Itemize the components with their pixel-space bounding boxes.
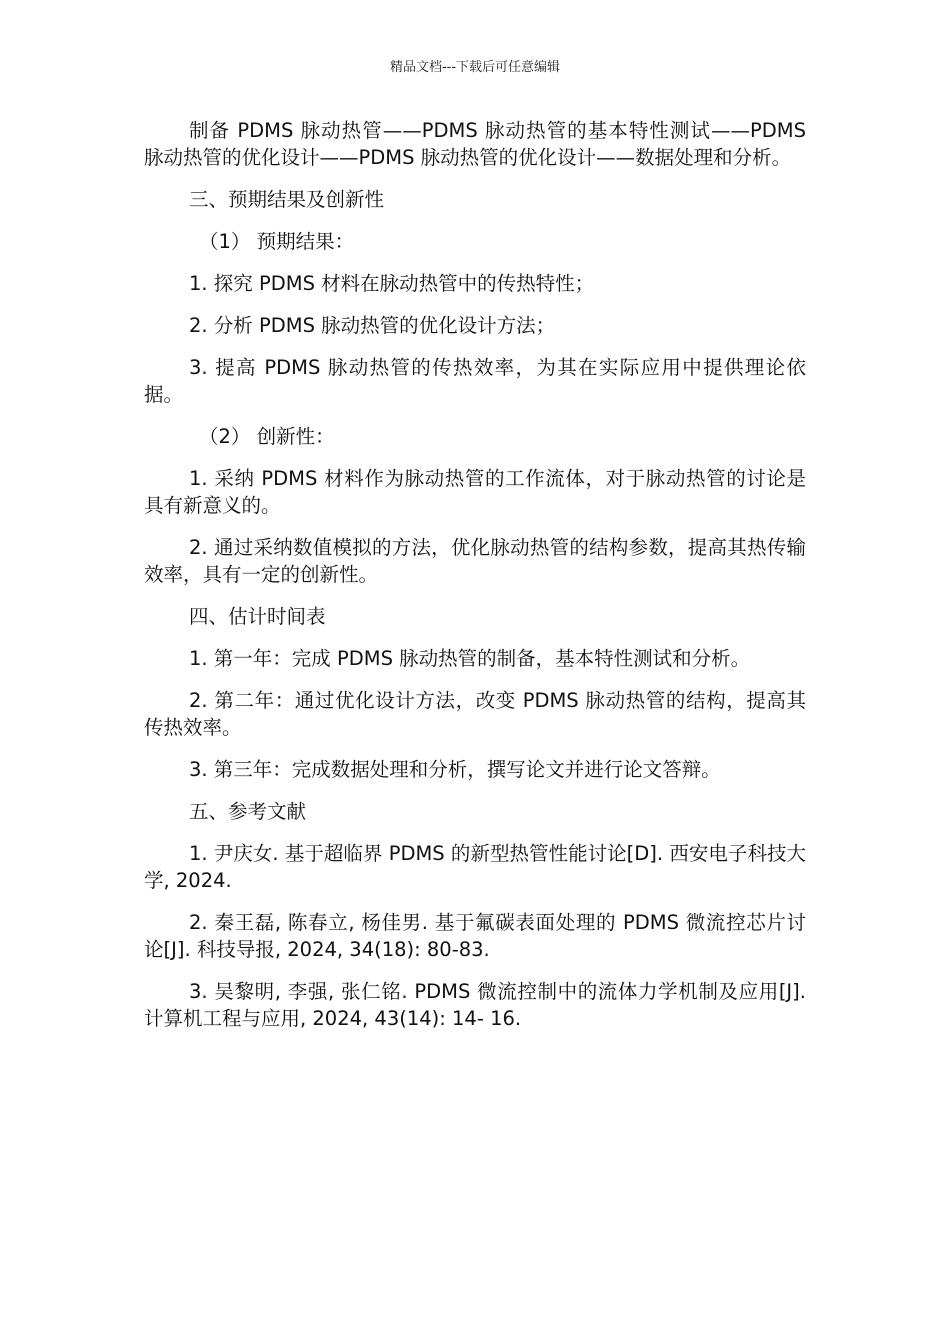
list-item: 1. 探究 PDMS 材料在脉动热管中的传热特性； — [189, 272, 595, 295]
list-item: 2. 通过采纳数值模拟的方法，优化脉动热管的结构参数，提高其热传输效率，具有一定的创新性。 — [144, 536, 806, 586]
reference-item: 1. 尹庆女. 基于超临界 PDMS 的新型热管性能讨论[D]. 西安电子科技大学, 2024. — [144, 842, 806, 892]
section-heading-expected-results: 三、预期结果及创新性 — [189, 188, 385, 211]
subheading-expected-results: （1） 预期结果： — [199, 230, 355, 253]
reference-item: 3. 吴黎明, 李强, 张仁铭. PDMS 微流控制中的流体力学机制及应用[J]. 计算机工程与应用, 2024, 43(14): 14- 16. — [144, 980, 806, 1030]
list-item: 2. 分析 PDMS 脉动热管的优化设计方法； — [189, 314, 556, 337]
list-item: 3. 第三年：完成数据处理和分析，撰写论文并进行论文答辩。 — [189, 758, 721, 781]
list-item: 1. 第一年：完成 PDMS 脉动热管的制备，基本特性测试和分析。 — [189, 647, 751, 670]
page-header: 精品文档---下载后可任意编辑 — [389, 60, 561, 75]
subheading-innovation: （2） 创新性： — [199, 425, 335, 448]
section-heading-timeline: 四、估计时间表 — [189, 605, 326, 628]
section-heading-references: 五、参考文献 — [189, 800, 307, 823]
list-item: 1. 采纳 PDMS 材料作为脉动热管的工作流体，对于脉动热管的讨论是具有新意义的。 — [144, 467, 806, 517]
document-body — [144, 117, 806, 1047]
list-item: 3. 提高 PDMS 脉动热管的传热效率，为其在实际应用中提供理论依据。 — [144, 356, 806, 406]
list-item: 2. 第二年：通过优化设计方法，改变 PDMS 脉动热管的结构，提高其传热效率。 — [144, 689, 806, 739]
reference-item: 2. 秦王磊, 陈春立, 杨佳男. 基于氟碳表面处理的 PDMS 微流控芯片讨论[J]. 科技导报, 2024, 34(18): 80-83. — [144, 911, 806, 961]
paragraph-research-route: 制备 PDMS 脉动热管——PDMS 脉动热管的基本特性测试——PDMS 脉动热管的优化设计——PDMS 脉动热管的优化设计——数据处理和分析。 — [144, 119, 806, 169]
